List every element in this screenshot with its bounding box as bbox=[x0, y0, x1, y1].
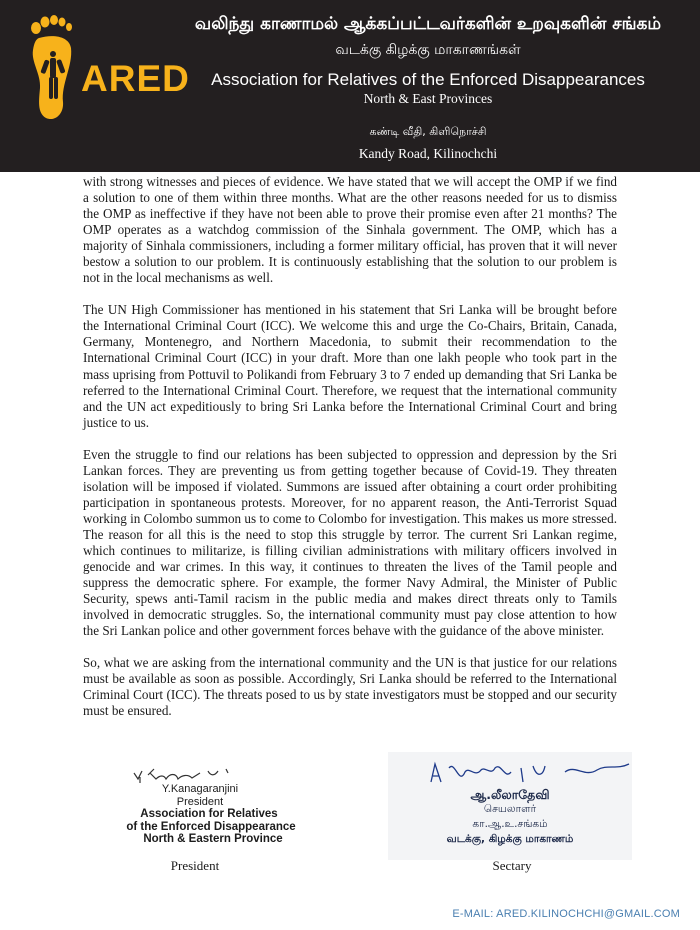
paragraph: Even the struggle to find our relations has been subjected to oppression and depression by the Sri Lankan forces. They are preventing us from getting together because of Covid-19. They threaten isolation will be imposed if violated. Summons are issued after obtaining a court order prohibiting participation in spontaneous protests. Moreover, for no apparent reason, the Anti-Terrorist Squad working in Colombo summon us to come to Colombo for investigation. This makes us more stressed. The reason for all this is the need to stop this struggle by terror. The current Sri Lankan regime, which continues to militarize, is filling civilian administrations with military officers involved in genocide and war crimes. In this way, it continues to threaten the lives of the Tamil people and suppress the democratic sphere. For example, the former Navy Admiral, the Minister of Public Security, spews anti-Tamil racism in the public media and makes direct threats only to Tamils involved in democratic struggles. So, the international community must pay close attention to how the Sri Lankan police and other government forces behave with the guidance of the above minister. bbox=[83, 446, 617, 639]
president-name: Y.Kanagaranjini bbox=[161, 783, 239, 795]
letterhead bbox=[0, 0, 700, 172]
president-caption: President bbox=[170, 858, 220, 873]
org-title-tamil: வலிந்து காணாமல் ஆக்கப்பட்டவர்களின் உறவுகளின் சங்கம் bbox=[194, 14, 662, 34]
secretary-caption: Sectary bbox=[492, 858, 532, 873]
paragraph: with strong witnesses and pieces of evidence. We have stated that we will accept the OMP if we find a solution to one of them within three months. What are the other reasons needed for us to dismiss the OMP as ineffective if they have not been able to prove their promise even after 21 months? The OMP operates as a watchdog commission of the Sinhala government. The OMP, which has a majority of Sinhala commissioners, including a former military official, has proven that it will never bestow a solution to our problem. It is continuously establishing that the solution to our problem is not in the local mechanisms as well. bbox=[83, 174, 617, 286]
secretary-role-tamil: செயலாளர் bbox=[483, 803, 537, 815]
address-english: Kandy Road, Kilinochchi bbox=[358, 146, 498, 161]
org-subtitle-tamil: வடக்கு கிழக்கு மாகாணங்கள் bbox=[335, 42, 521, 58]
secretary-stamp bbox=[400, 787, 620, 847]
contact-email[interactable]: E-MAIL: ARED.KILINOCHCHI@GMAIL.COM bbox=[452, 908, 680, 920]
org-subtitle-english: North & East Provinces bbox=[363, 91, 493, 106]
stamp-org-line3: North & Eastern Province bbox=[143, 833, 283, 845]
paragraph: So, what we are asking from the international community and the UN is that justice for our relations must be available as soon as possible. Accordingly, Sri Lanka should be referred to the International Criminal Court (ICC). The threats posed to us by state investigators must be stopped and our security must be ensured. bbox=[83, 655, 617, 719]
secretary-region-tamil: வடக்கு, கிழக்கு மாகாணம் bbox=[446, 833, 574, 845]
stamp-org-line1: Association for Relatives bbox=[140, 808, 278, 820]
secretary-name-tamil: ஆ.லீலாதேவி bbox=[470, 787, 550, 802]
org-title-english: Association for Relatives of the Enforced Disappearances bbox=[211, 70, 645, 89]
ared-logo bbox=[25, 14, 190, 126]
letter-body bbox=[83, 174, 617, 735]
president-signature-block bbox=[100, 765, 300, 860]
address-tamil: கண்டி வீதி, கிளிநொச்சி bbox=[369, 125, 487, 138]
logo-wordmark: ARED bbox=[81, 58, 190, 99]
president-stamp bbox=[100, 783, 300, 846]
secretary-org-tamil: கா.ஆ.உ.சங்கம் bbox=[472, 818, 548, 830]
signature-scribble-icon bbox=[425, 758, 635, 790]
president-role: President bbox=[176, 795, 224, 808]
paragraph: The UN High Commissioner has mentioned in his statement that Sri Lanka will be brought before the International Criminal Court (ICC). We welcome this and urge the Co-Chairs, Britain, Canada, Germany, Montenegro, and Northern Macedonia, to submit their recommendation to the International Criminal Court (ICC) in your draft. More than one lakh people who took part in the mass uprising from Pottuvil to Polikandi from February 3 to 7 ended up demanding that Sri Lanka be referred to the International Criminal Court. Therefore, we request that the international community and the UN act expeditiously to bring Sri Lanka before the International Criminal Court and bring justice to us. bbox=[83, 302, 617, 430]
stamp-org-line2: of the Enforced Disappearance bbox=[126, 820, 296, 833]
